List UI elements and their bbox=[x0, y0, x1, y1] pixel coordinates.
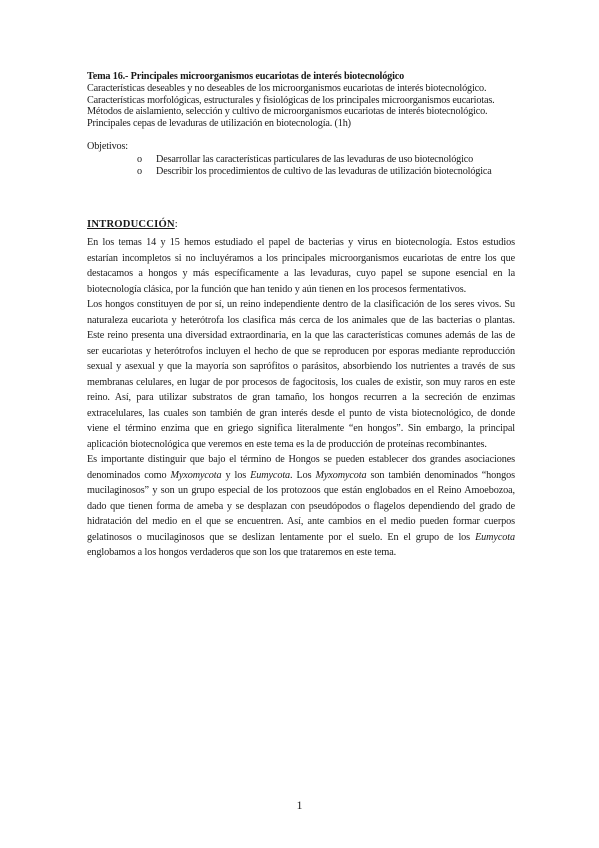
topic-subtitle-line: Características morfológicas, estructurales y fisiológicas de los principales microorganismos eucariotas. bbox=[87, 94, 495, 106]
objectives-label: Objetivos: bbox=[87, 141, 128, 152]
taxon-name: Eumycota bbox=[475, 531, 515, 543]
paragraph bbox=[87, 452, 515, 561]
topic-subtitle-line: Características deseables y no deseables de los microorganismos eucariotas de interés biotecnológico. bbox=[87, 82, 487, 94]
objective-text: Describir los procedimientos de cultivo de las levaduras de utilización biotecnológica bbox=[156, 165, 492, 177]
paragraph-text: y los bbox=[221, 469, 251, 481]
taxon-name: Myxomycota bbox=[315, 469, 367, 481]
paragraph-text: Es importante distinguir que bajo el término de Hongos se pueden establecer dos grandes asociaciones denominados como bbox=[87, 454, 515, 481]
taxon-name: Myxomycota bbox=[170, 469, 222, 481]
objective-text: Desarrollar las características particulares de las levaduras de uso biotecnológico bbox=[156, 154, 474, 165]
objectives-list bbox=[137, 154, 517, 178]
topic-subtitle-line: Principales cepas de levaduras de utilización en biotecnología. (1h) bbox=[87, 118, 351, 130]
bullet-icon: o bbox=[137, 154, 142, 165]
intro-body bbox=[87, 235, 515, 561]
paragraph: En los temas 14 y 15 hemos estudiado el papel de bacterias y virus en biotecnología. Estos estudios estarían incompletos si no incluyéramos a los principales microorganismos eucariotas de entre los que destacamos a hongos y más específicamente a las levaduras, cuyo papel se supone esencial en la biotecnología clásica, por la función que han tenido y aún tienen en los procesos fermentativos. bbox=[87, 237, 515, 295]
taxon-name: Eumycota bbox=[250, 469, 291, 481]
paragraph: Los hongos constituyen de por sí, un reino independiente dentro de la clasificación de los seres vivos. Su naturaleza eucariota y heterótrofa los clasifica más cerca de los animales que de las bacterias o plantas. Este reino presenta una diversidad extraordinaria, en la que las características comunes además de las de ser eucariotas y heterótrofos incluyen el hecho de que se reproducen por esporas mediante reproducción sexual y asexual y que la mayoría son saprófitos o parásitos, absorbiendo los nutrientes a través de sus membranas celulares, en lugar de por procesos de fagocitosis, los cuales de existir, son muy raros en este reino. Así, para utilizar substratos de gran tamaño, los hongos recurren a la secreción de enzimas extracelulares, las cuales son también de gran interés desde el punto de vista biotecnológico, de donde viene el término enzima que en griego significa literalmente “en hongos”. Sin embargo, la principal aplicación biotecnológica que veremos en este tema es la de producción de proteínas recombinantes. bbox=[87, 299, 515, 450]
paragraph-text: . Los bbox=[290, 469, 316, 481]
topic-header bbox=[87, 71, 515, 130]
paragraph-text: son también denominados “hongos mucilaginosos” y son un grupo especial de los protozoos que están englobados en el Reino Amoebozoa, dado que tienen forma de ameba y se desplazan con pseudópodos o flagelos dependiendo del grado de hidratación del medio en el que se encuentren. Así, ante cambios en el medio pueden formar cuerpos gelatinosos o mucilaginosos que se deslizan lentamente por el suelo. En el grupo de los bbox=[87, 469, 515, 543]
list-item bbox=[137, 166, 517, 178]
page-number: 1 bbox=[296, 798, 303, 812]
list-item bbox=[137, 154, 517, 166]
intro-heading-suffix: : bbox=[174, 219, 178, 230]
bullet-icon: o bbox=[137, 165, 142, 177]
intro-heading-label: INTRODUCCIÓN bbox=[87, 219, 175, 230]
topic-title: Tema 16.- Principales microorganismos eucariotas de interés biotecnológico bbox=[87, 71, 405, 82]
intro-heading bbox=[87, 219, 178, 231]
topic-subtitle-line: Métodos de aislamiento, selección y cultivo de microorganismos eucariotas de interés biotecnológico. bbox=[87, 106, 488, 118]
paragraph-text: englobamos a los hongos verdaderos que son los que trataremos en este tema. bbox=[87, 547, 397, 558]
